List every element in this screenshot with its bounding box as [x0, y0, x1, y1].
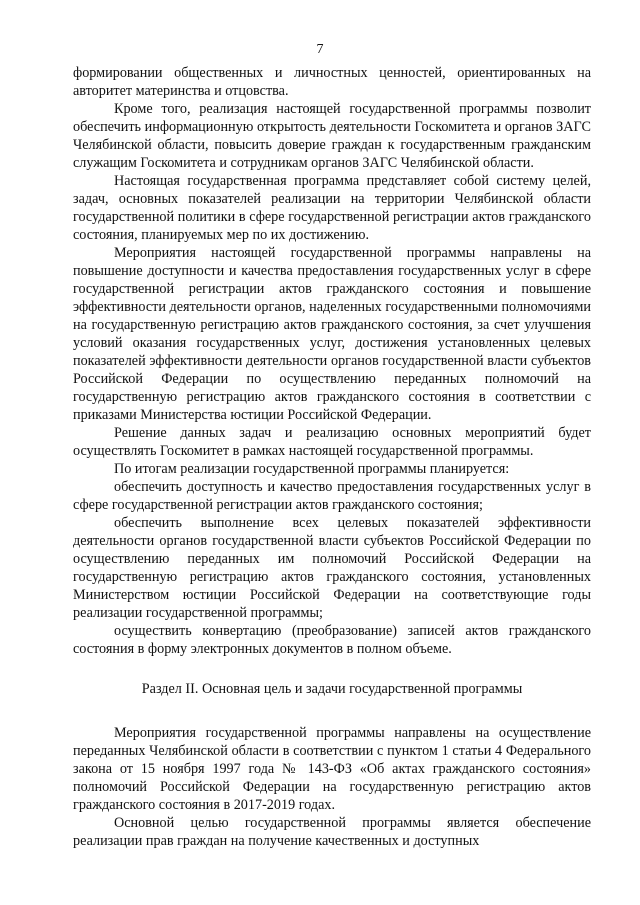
paragraph: Решение данных задач и реализацию основных мероприятий будет осуществлять Госкомитет в рамках настоящей государственной программы.: [73, 425, 591, 459]
list-item: обеспечить доступность и качество предоставления государственных услуг в сфере государственной регистрации актов гражданского состояния;: [73, 479, 591, 513]
paragraph: Мероприятия государственной программы направлены на осуществление переданных Челябинской области в соответствии с пунктом 1 статьи 4 Федерального закона от 15 ноября 1997 года № 143-ФЗ «Об актах гражданского состояния» полномочий Российской Федерации на государственную регистрацию актов гражданского состояния в 2017-2019 годах.: [73, 725, 591, 813]
page-number: 7: [316, 42, 324, 57]
paragraph: Мероприятия настоящей государственной программы направлены на повышение доступности и качества предоставления государственных услуг в сфере государственной регистрации актов гражданского состояния и повышение эффективности деятельности органов, наделенных государственными полномочиями на государственную регистрацию актов гражданского состояния, за счет улучшения условий оказания государственных услуг, достижения установленных целевых показателей эффективности деятельности органов государственной власти субъектов Российской Федерации по осуществлению переданных полномочий на государственную регистрацию актов гражданского состояния в соответствии с приказами Министерства юстиции Российской Федерации.: [73, 245, 591, 423]
list-item: осуществить конвертацию (преобразование) записей актов гражданского состояния в форму электронных документов в полном объеме.: [73, 623, 591, 657]
paragraph-continuation: формировании общественных и личностных ценностей, ориентированных на авторитет материнства и отцовства.: [73, 65, 591, 99]
paragraph: По итогам реализации государственной программы планируется:: [114, 461, 510, 477]
paragraph: Настоящая государственная программа представляет собой систему целей, задач, основных показателей реализации на территории Челябинской области государственной политики в сфере государственной регистрации актов гражданского состояния, планируемых мер по их достижению.: [73, 173, 591, 243]
list-item: обеспечить выполнение всех целевых показателей эффективности деятельности органов государственной власти субъектов Российской Федерации по осуществлению переданных им полномочий Российской Федерации на государственную регистрацию актов гражданского состояния, установленных Министерством юстиции Российской Федерации на соответствующие годы реализации государственной программы;: [73, 515, 591, 621]
paragraph: Кроме того, реализация настоящей государственной программы позволит обеспечить информационную открытость деятельности Госкомитета и органов ЗАГС Челябинской области, повысить доверие граждан к государственным гражданским служащим Госкомитета и сотрудникам органов ЗАГС Челябинской области.: [73, 101, 591, 171]
section-heading: Раздел II. Основная цель и задачи государственной программы: [141, 681, 523, 697]
document-body: [73, 64, 591, 850]
paragraph: Основной целью государственной программы является обеспечение реализации прав граждан на получение качественных и доступных: [73, 815, 591, 849]
